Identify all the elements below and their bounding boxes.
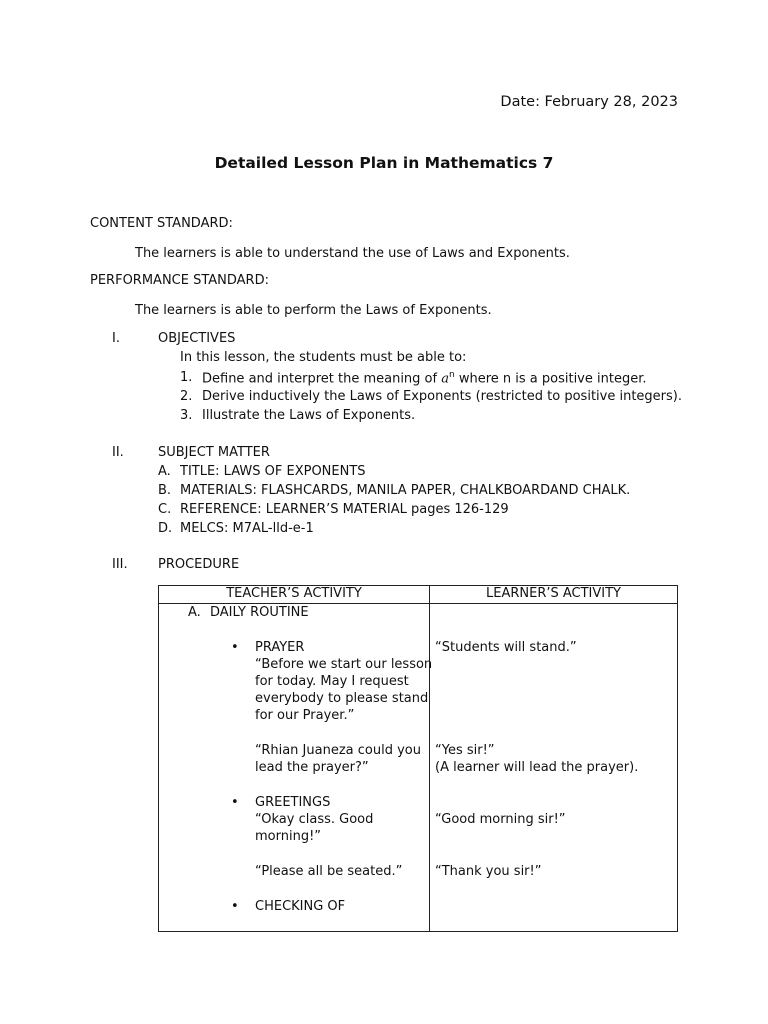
bullet-icon: • (231, 640, 239, 655)
bullet-icon: • (231, 795, 239, 810)
subject-item: MELCS: M7AL-lld-e-1 (180, 521, 314, 536)
greetings-response: “Good morning sir!” (435, 812, 566, 827)
subject-matter-numeral: II. (112, 445, 124, 460)
objective-item (202, 370, 647, 386)
routine-heading: DAILY ROUTINE (210, 605, 309, 620)
greetings-line: morning!” (255, 829, 322, 844)
exponent-power: n (448, 370, 455, 380)
prayer-line: for our Prayer.” (255, 708, 355, 723)
subject-item-letter: D. (158, 521, 173, 536)
content-standard-text: The learners is able to understand the use of Laws and Exponents. (135, 246, 570, 261)
subject-item-letter: C. (158, 502, 172, 517)
objectives-heading: OBJECTIVES (158, 331, 236, 346)
greetings-line: “Okay class. Good (255, 812, 374, 827)
prayer-line: for today. May I request (255, 674, 409, 689)
objective-number: 2. (180, 389, 193, 404)
subject-item-letter: B. (158, 483, 172, 498)
objective-text-post: where n is a positive integer. (454, 371, 647, 387)
subject-item: MATERIALS: FLASHCARDS, MANILA PAPER, CHALKBOARDAND CHALK. (180, 483, 631, 498)
table-header-row (159, 586, 678, 604)
performance-standard-heading: PERFORMANCE STANDARD: (90, 273, 269, 288)
learner-activity-header: LEARNER’S ACTIVITY (430, 586, 678, 604)
lesson-date: Date: February 28, 2023 (500, 94, 678, 110)
lead-response-line: (A learner will lead the prayer). (435, 760, 639, 775)
objectives-numeral: I. (112, 331, 120, 346)
prayer-line: everybody to please stand (255, 691, 429, 706)
objective-item: Illustrate the Laws of Exponents. (202, 408, 416, 423)
table-row (159, 604, 678, 932)
subject-item: TITLE: LAWS OF EXPONENTS (180, 464, 366, 479)
learner-activity-cell (430, 604, 678, 932)
checking-label: CHECKING OF (255, 899, 346, 914)
procedure-numeral: III. (112, 557, 128, 572)
lead-response-line: “Yes sir!” (435, 743, 495, 758)
subject-item: REFERENCE: LEARNER’S MATERIAL pages 126-129 (180, 502, 509, 517)
lead-prayer-line: lead the prayer?” (255, 760, 369, 775)
subject-item-letter: A. (158, 464, 171, 479)
routine-letter: A. (188, 605, 201, 620)
bullet-icon: • (231, 899, 239, 914)
lead-prayer-line: “Rhian Juaneza could you (255, 743, 421, 758)
teacher-activity-header: TEACHER’S ACTIVITY (159, 586, 430, 604)
seated-response: “Thank you sir!” (435, 864, 542, 879)
greetings-label: GREETINGS (255, 795, 331, 810)
objectives-intro: In this lesson, the students must be able to: (180, 350, 467, 365)
objective-item: Derive inductively the Laws of Exponents (restricted to positive integers). (202, 389, 682, 404)
objective-text-pre: Define and interpret the meaning of (202, 371, 442, 387)
prayer-label: PRAYER (255, 640, 305, 655)
performance-standard-text: The learners is able to perform the Laws of Exponents. (135, 303, 492, 318)
exponent-base: a (441, 371, 449, 387)
page-title: Detailed Lesson Plan in Mathematics 7 (214, 154, 554, 172)
subject-matter-heading: SUBJECT MATTER (158, 445, 270, 460)
prayer-response: “Students will stand.” (435, 640, 577, 655)
content-standard-heading: CONTENT STANDARD: (90, 216, 233, 231)
procedure-heading: PROCEDURE (158, 557, 240, 572)
procedure-table (158, 585, 678, 932)
teacher-activity-cell (159, 604, 433, 932)
seated-line: “Please all be seated.” (255, 864, 403, 879)
objective-number: 3. (180, 408, 193, 423)
prayer-line: “Before we start our lesson (255, 657, 433, 672)
objective-number: 1. (180, 370, 193, 385)
